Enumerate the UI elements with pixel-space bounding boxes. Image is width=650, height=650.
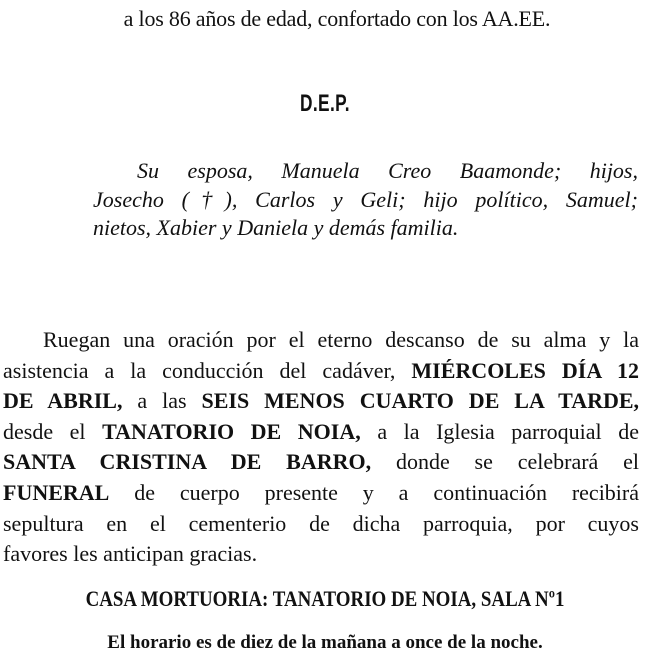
schedule-line: El horario es de diez de la mañana a once de la noche. bbox=[107, 632, 543, 650]
body-text: Ruegan una oración por el eterno descanso de su alma y la bbox=[43, 327, 639, 352]
body-line bbox=[3, 509, 639, 540]
funeral-details-paragraph bbox=[3, 325, 639, 570]
body-text: a las bbox=[137, 388, 187, 414]
body-bold: SANTA CRISTINA DE BARRO, bbox=[3, 449, 372, 475]
body-line bbox=[3, 447, 639, 478]
body-bold: SEIS MENOS CUARTO DE LA TARDE, bbox=[201, 388, 640, 414]
body-line bbox=[3, 417, 639, 448]
body-text: asistencia a la conducción del cadáver, bbox=[3, 357, 396, 383]
family-line: Josecho (†), Carlos y Geli; hijo político, Samuel; bbox=[93, 186, 638, 212]
body-line bbox=[3, 478, 639, 509]
casa-mortuoria-line: CASA MORTUORIA: TANATORIO DE NOIA, SALA Nº1 bbox=[85, 586, 565, 611]
body-text: favores les anticipan gracias. bbox=[3, 541, 258, 567]
body-text: desde el bbox=[3, 418, 86, 444]
dep-heading: D.E.P. bbox=[300, 90, 350, 117]
family-line: Su esposa, Manuela Creo Baamonde; hijos, bbox=[137, 158, 638, 183]
body-bold: TANATORIO DE NOIA, bbox=[102, 418, 361, 444]
body-line bbox=[3, 325, 639, 356]
age-line bbox=[0, 6, 650, 32]
body-bold: MIÉRCOLES DÍA 12 bbox=[411, 357, 640, 383]
body-text: de cuerpo presente y a continuación recibirá bbox=[134, 479, 640, 505]
body-bold: DE ABRIL, bbox=[3, 388, 123, 414]
body-line bbox=[3, 539, 639, 570]
body-text: sepultura en el cementerio de dicha parroquia, por cuyos bbox=[3, 510, 639, 536]
body-text: donde se celebrará el bbox=[395, 449, 640, 475]
body-line bbox=[3, 386, 639, 417]
body-bold: FUNERAL bbox=[3, 479, 110, 505]
age-line-text: a los 86 años de edad, confortado con los AA.EE. bbox=[123, 6, 551, 31]
body-text: a la Iglesia parroquial de bbox=[377, 418, 639, 444]
family-paragraph bbox=[93, 157, 638, 243]
body-line bbox=[3, 356, 639, 387]
family-line: nietos, Xabier y Daniela y demás familia. bbox=[93, 215, 459, 240]
